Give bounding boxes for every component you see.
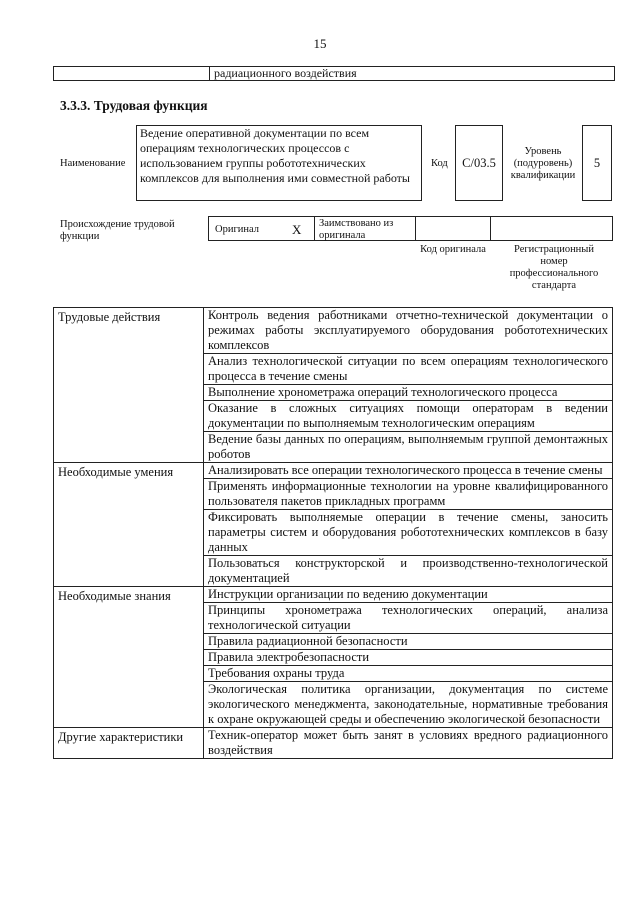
table-cell: Фиксировать выполняемые операции в течение смены, заносить параметры систем и оборудования робототехнических комплексов в базу данных [204, 510, 613, 556]
table-cell: Контроль ведения работниками отчетно-технической документации о режимах работы эксплуатируемого оборудования робототехнических комплексов [204, 308, 613, 354]
table-cell: Принципы хронометража технологических операций, анализа технологической ситуации [204, 603, 613, 634]
table-row [54, 728, 613, 759]
table-cell: Требования охраны труда [204, 666, 613, 682]
page-number: 15 [313, 36, 327, 51]
section-label: Необходимые умения [54, 463, 204, 587]
table-cell: Пользоваться конструкторской и производственно-технологической документацией [204, 556, 613, 587]
section-label: Другие характеристики [54, 728, 204, 759]
section-label: Трудовые действия [54, 308, 204, 463]
qualification-level: 5 [582, 125, 612, 201]
code-label: Код [431, 158, 448, 169]
function-code: С/03.5 [455, 125, 503, 201]
table-cell: Экологическая политика организации, документация по системе экологического менеджмента, законодательные, нормативные требования к охране окружающей среды и обеспечению экологической безопасности [204, 682, 613, 728]
origin-label: Происхождение трудовой функции [60, 219, 175, 242]
table-cell: Выполнение хронометража операций технологического процесса [204, 385, 613, 401]
table-cell: Анализ технологической ситуации по всем операциям технологического процесса в течение смены [204, 354, 613, 385]
table-cell: Применять информационные технологии на уровне квалифицированного пользователя пакетов прикладных программ [204, 479, 613, 510]
origin-table [208, 216, 613, 241]
level-label: Уровень (подуровень) квалификации [510, 146, 576, 181]
table-cell: Правила радиационной безопасности [204, 634, 613, 650]
table-cell: Инструкции организации по ведению документации [204, 587, 613, 603]
continuation-text: радиационного воздействия [214, 66, 357, 80]
section-label: Необходимые знания [54, 587, 204, 728]
table-cell: Техник-оператор может быть занят в условиях вредного радиационного воздействия [204, 728, 613, 759]
code-original-caption: Код оригинала [420, 244, 486, 255]
table-cell: Оказание в сложных ситуациях помощи операторам в ведении документации по выполняемым технологическим операциям [204, 401, 613, 432]
table-cell: Анализировать все операции технологического процесса в течение смены [204, 463, 613, 479]
function-name: Ведение оперативной документации по всем операциям технологических процессов с использованием группы робототехнических комплексов для выполнения ими совместной работы [136, 125, 422, 201]
name-label: Наименование [60, 158, 126, 169]
section-heading: 3.3.3. Трудовая функция [60, 98, 208, 113]
borrowed-label: Заимствовано из оригинала [319, 218, 394, 241]
table-row [54, 308, 613, 354]
function-table [53, 307, 613, 759]
table-cell: Ведение базы данных по операциям, выполняемым группой демонтажных роботов [204, 432, 613, 463]
origin-divider [415, 217, 416, 240]
original-label: Оригинал [215, 224, 259, 235]
registration-caption: Регистрационный номер профессионального стандарта [509, 244, 599, 291]
table-cell: Правила электробезопасности [204, 650, 613, 666]
row-divider [209, 67, 210, 80]
table-row [54, 463, 613, 479]
continuation-row [53, 66, 615, 81]
origin-divider [314, 217, 315, 240]
table-row [54, 587, 613, 603]
origin-divider [490, 217, 491, 240]
original-mark: X [292, 222, 302, 237]
